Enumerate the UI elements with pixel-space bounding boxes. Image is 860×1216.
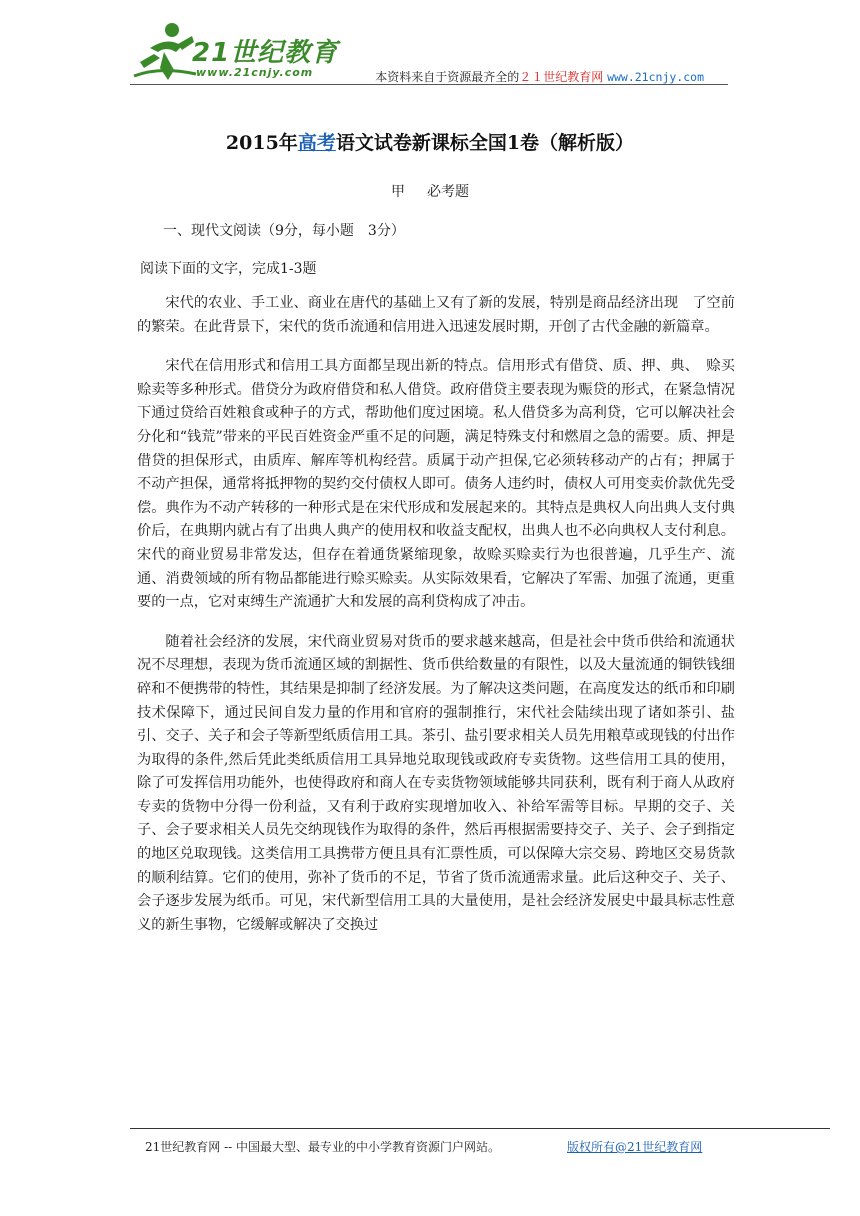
passage xyxy=(137,292,735,953)
passage-paragraph-1: 宋代的农业、手工业、商业在唐代的基础上又有了新的发展，特别是商品经济出现 了空前的繁荣。在此背景下，宋代的货币流通和信用进入迅速发展时期，开创了古代金融的新篇章。 xyxy=(137,295,735,335)
page-header xyxy=(130,18,730,86)
passage-paragraph-3: 随着社会经济的发展，宋代商业贸易对货币的要求越来越高，但是社会中货币供给和流通状况不尽理想，表现为货币流通区域的割据性、货币供给数量的有限性，以及大量流通的铜铁钱细碎和不便携带的特性，其结果是抑制了经济发展。为了解决这类问题，在高度发达的纸币和印刷技术保障下，通过民间自发力量的作用和官府的强制推行，宋代社会陆续出现了诸如茶引、盐引、交子、关子和会子等新型纸质信用工具。茶引、盐引要求相关人员先用粮草或现钱的付出作为取得的条件,然后凭此类纸质信用工具异地兑取现钱或政府专卖货物。这些信用工具的使用，除了可发挥信用功能外，也使得政府和商人在专卖货物领域能够共同获利，既有利于商人从政府专卖的货物中分得一份利益，又有利于政府实现增加收入、补给军需等目标。早期的交子、关子、会子要求相关人员先交纳现钱作为取得的条件，然后再根据需要持交子、关子、会子到指定的地区兑取现钱。这类信用工具携带方便且具有汇票性质，可以保障大宗交易、跨地区交易货款的顺利结算。它们的使用，弥补了货币的不足，节省了货币流通需求量。此后这种交子、关子、会子逐步发展为纸币。可见，宋代新型信用工具的大量使用，是社会经济发展史中最具标志性意义的新生事物，它缓解或解决了交换过 xyxy=(137,633,735,933)
section-heading xyxy=(0,181,860,201)
site-logo[interactable] xyxy=(130,18,340,84)
section-part: 甲 xyxy=(391,184,405,200)
header-source-note xyxy=(375,68,704,85)
footer-site-description: 21世纪教育网 -- 中国最大型、最专业的中小学教育资源门户网站。 xyxy=(145,1140,501,1154)
passage-paragraph-2: 宋代在信用形式和信用工具方面都呈现出新的特点。信用形式有借贷、质、押、典、 赊买赊卖等多种形式。借贷分为政府借贷和私人借贷。政府借贷主要表现为赈贷的形式，在紧急情况下通过贷给百姓粮食或种子的方式，帮助他们度过困境。私人借贷多为高利贷，它可以解决社会分化和“钱荒”带来的平民百姓资金严重不足的问题，满足特殊支付和燃眉之急的需要。质、押是借贷的担保形式，由质库、解库等机构经营。质属于动产担保,它必须转移动产的占有；押属于不动产担保，通常将抵押物的契约交付债权人即可。债务人违约时，债权人可用变卖价款优先受偿。典作为不动产转移的一种形式是在宋代形成和发展起来的。其特点是典权人向出典人支付典价后，在典期内就占有了出典人典产的使用权和收益支配权，出典人也不必向典权人支付利息。宋代的商业贸易非常发达，但存在着通货紧缩现象，故赊买赊卖行为也很普遍，几乎生产、流通、消费领域的所有物品都能进行赊买赊卖。从实际效果看，它解决了军需、加强了流通，更重要的一点，它对束缚生产流通扩大和发展的高利贷构成了冲击。 xyxy=(137,358,735,611)
reading-instruction: 阅读下面的文字，完成1-3题 xyxy=(140,261,317,277)
header-divider xyxy=(130,84,728,85)
runner-icon xyxy=(130,18,200,84)
header-note-prefix: 本资料来自于资源最齐全的 xyxy=(375,70,520,84)
footer-copyright-link[interactable]: 版权所有@21世纪教育网 xyxy=(567,1140,703,1154)
question-group-heading: 一、现代文阅读（9分，每小题 3分） xyxy=(163,223,405,239)
header-note-url[interactable]: www.21cnjy.com xyxy=(607,70,704,84)
title-link[interactable]: 高考 xyxy=(297,132,336,154)
logo-url: www.21cnjy.com xyxy=(196,66,314,79)
title-prefix: 2015年 xyxy=(225,132,298,154)
logo-title: 21世纪教育 xyxy=(192,38,339,68)
footer-divider xyxy=(130,1128,830,1129)
header-note-brand[interactable]: ２１世纪教育网 xyxy=(519,70,604,84)
title-suffix: 语文试卷新课标全国1卷（解析版） xyxy=(335,132,635,154)
section-name: 必考题 xyxy=(427,184,469,200)
document-title xyxy=(0,128,860,155)
